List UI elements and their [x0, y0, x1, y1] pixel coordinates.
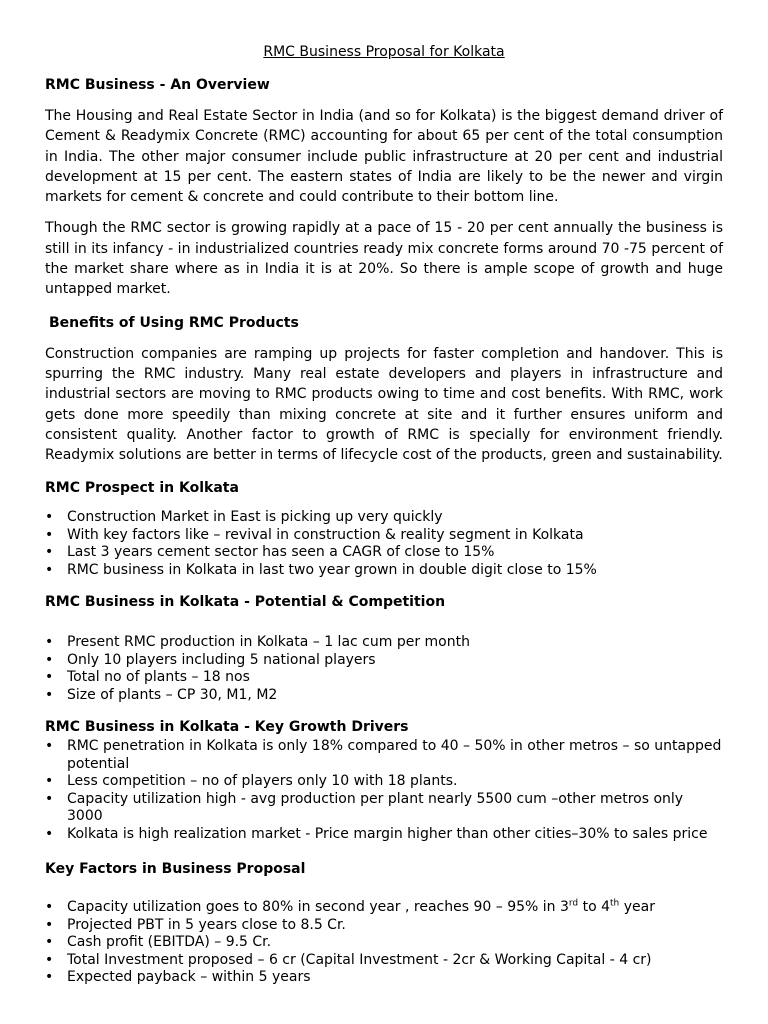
- list-item: • Present RMC production in Kolkata – 1 lac cum per month: [45, 634, 470, 651]
- bullet-icon: •: [45, 934, 54, 951]
- bullet-icon: •: [45, 899, 54, 916]
- section-heading-overview: RMC Business - An Overview: [45, 77, 270, 93]
- list-item: • Capacity utilization high - avg production per plant nearly 5500 cum –other metros only 3000: [45, 790, 684, 825]
- section-heading-competition: RMC Business in Kolkata - Potential & Competition: [45, 594, 446, 611]
- bullet-icon: •: [45, 544, 54, 561]
- factors-list: [45, 899, 723, 987]
- overview-paragraph-1: The Housing and Real Estate Sector in India (and so for Kolkata) is the biggest demand driver of Cement & Readymix Concrete (RMC) accounting for about 65 per cent of the total consumption in India. The other major consumer include public infrastructure at 20 per cent and industrial development at 15 per cent. The eastern states of India are likely to be the newer and virgin markets for cement & concrete and could contribute to their bottom line.: [45, 108, 723, 206]
- bullet-icon: •: [45, 686, 54, 703]
- document-page: [45, 42, 723, 987]
- list-item: • Size of plants – CP 30, M1, M2: [45, 686, 278, 703]
- list-item: • Capacity utilization goes to 80% in second year , reaches 90 – 95% in 3rd to 4th year: [45, 898, 655, 916]
- benefits-paragraph: Construction companies are ramping up projects for faster completion and handover. This is spurring the RMC industry. Many real estate developers and players in infrastructure and industrial sectors are moving to RMC products owing to time and cost benefits. With RMC, work gets done more speedily than mixing concrete at site and it further ensures uniform and consistent quality. Another factor to growth of RMC is specially for environment friendly. Readymix solutions are better in terms of lifecycle cost of the products, green and sustainability.: [45, 345, 723, 464]
- list-item: • Expected payback – within 5 years: [45, 969, 311, 986]
- list-item: • Total Investment proposed – 6 cr (Capital Investment - 2cr & Working Capital - 4 cr): [45, 951, 652, 968]
- list-item: • Total no of plants – 18 nos: [45, 669, 250, 686]
- bullet-icon: •: [45, 790, 54, 807]
- bullet-icon: •: [45, 651, 54, 668]
- section-heading-benefits: Benefits of Using RMC Products: [49, 314, 299, 331]
- bullet-icon: •: [45, 509, 54, 526]
- bullet-icon: •: [45, 526, 54, 543]
- bullet-icon: •: [45, 669, 54, 686]
- list-item: • Cash profit (EBITDA) – 9.5 Cr.: [45, 934, 272, 951]
- list-item: • With key factors like – revival in construction & reality segment in Kolkata: [45, 526, 584, 543]
- list-item: • RMC penetration in Kolkata is only 18% compared to 40 – 50% in other metros – so untapped potential: [45, 738, 722, 772]
- competition-list: [45, 634, 723, 704]
- drivers-list: [45, 738, 723, 843]
- bullet-icon: •: [45, 916, 54, 933]
- list-item: • Projected PBT in 5 years close to 8.5 Cr.: [45, 916, 346, 933]
- list-item: • RMC business in Kolkata in last two year grown in double digit close to 15%: [45, 561, 597, 578]
- list-item: • Construction Market in East is picking up very quickly: [45, 509, 443, 526]
- bullet-icon: •: [45, 561, 54, 578]
- list-item: • Only 10 players including 5 national players: [45, 651, 376, 668]
- list-item: • Less competition – no of players only 10 with 18 plants.: [45, 773, 458, 790]
- section-heading-prospect: RMC Prospect in Kolkata: [45, 480, 239, 497]
- prospect-list: [45, 509, 723, 579]
- section-heading-drivers: RMC Business in Kolkata - Key Growth Drivers: [45, 719, 409, 736]
- bullet-icon: •: [45, 825, 54, 842]
- document-title: RMC Business Proposal for Kolkata: [263, 44, 505, 60]
- list-item: • Kolkata is high realization market - Price margin higher than other cities–30% to sales price: [45, 825, 708, 842]
- list-item: • Last 3 years cement sector has seen a CAGR of close to 15%: [45, 544, 495, 561]
- bullet-icon: •: [45, 969, 54, 986]
- bullet-icon: •: [45, 634, 54, 651]
- overview-paragraph-2: Though the RMC sector is growing rapidly at a pace of 15 - 20 per cent annually the business is still in its infancy - in industrialized countries ready mix concrete forms around 70 -75 percent of the market share where as in India it is at 20%. So there is ample scope of growth and huge untapped market.: [45, 220, 723, 298]
- bullet-icon: •: [45, 738, 54, 755]
- bullet-icon: •: [45, 773, 54, 790]
- section-heading-factors: Key Factors in Business Proposal: [45, 861, 306, 878]
- bullet-icon: •: [45, 951, 54, 968]
